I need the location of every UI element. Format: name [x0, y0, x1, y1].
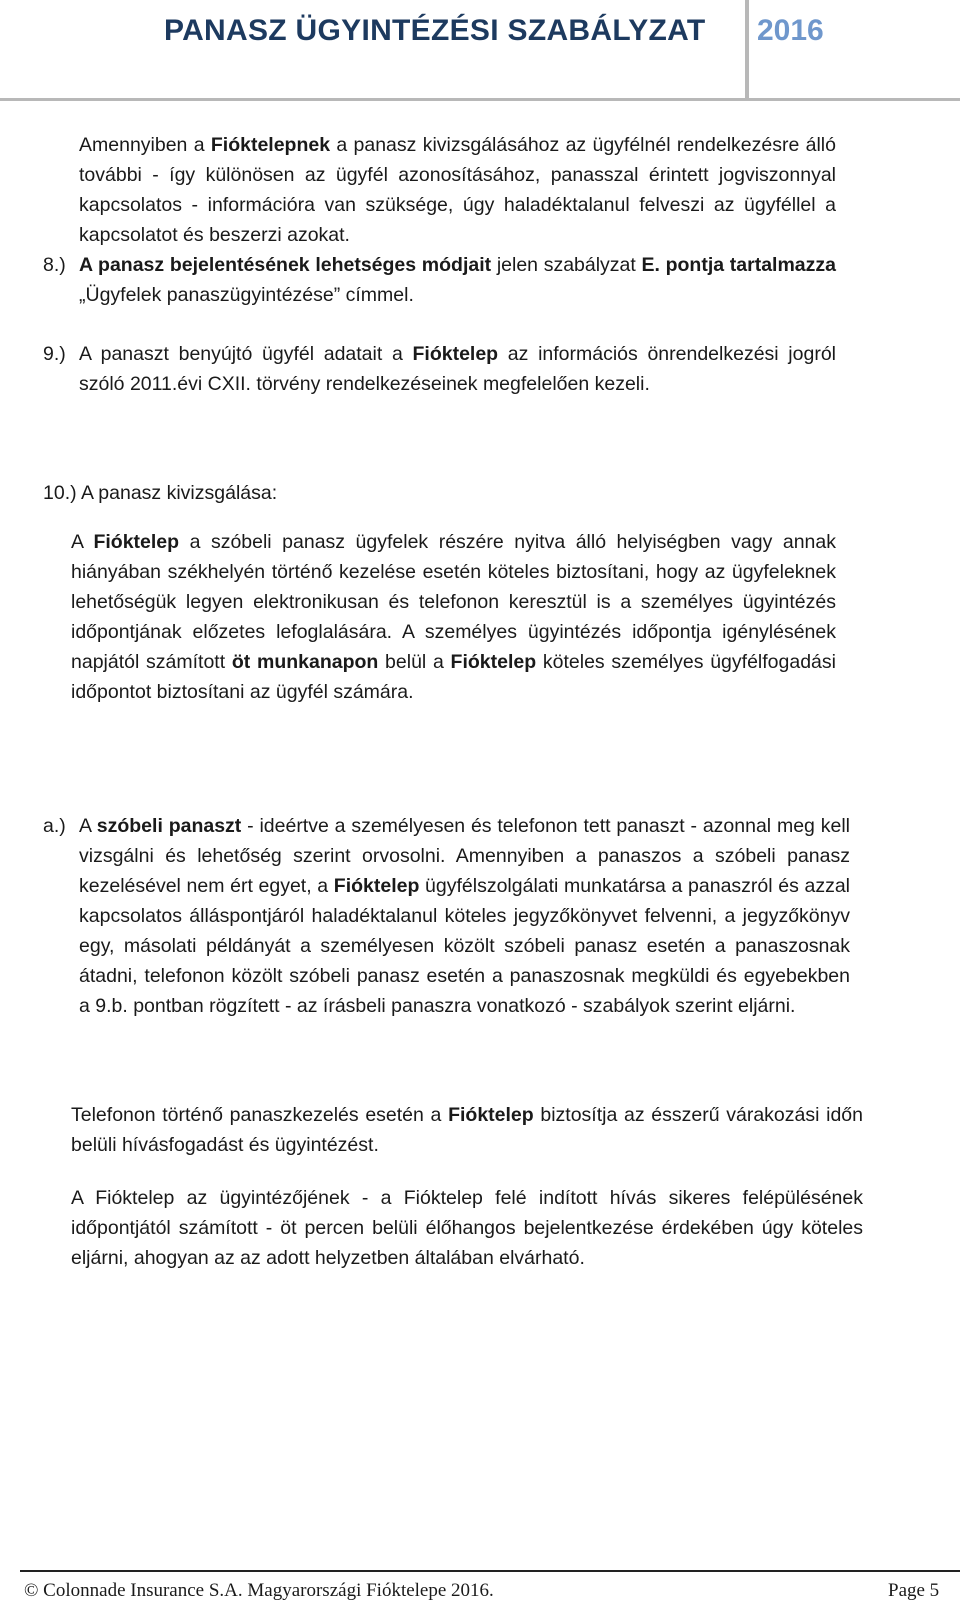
item-8-bold-1: A panasz bejelentésének lehetséges módjait — [79, 254, 492, 276]
item-9-text-2: az információs önrendelkezési jogról szóló 2011.évi CXII. törvény rendelkezéseinek megfelelően kezeli. — [79, 343, 837, 395]
item-a-bold-2: Fióktelep — [333, 875, 420, 897]
item-a-number: a.) — [43, 815, 66, 837]
intro-text-1: Amennyiben a — [79, 134, 211, 156]
footer-divider — [20, 1570, 960, 1572]
item-a-text-3: ügyfélszolgálati munkatársa a panaszról és azzal kapcsolatos álláspontjáról haladéktalanul köteles jegyzőkönyvet felvenni, a jegyzőkönyv egy, másolati példányát a személyesen közölt szóbeli panasz esetén a panaszosnak átadni, telefonon közölt szóbeli panasz esetén a panaszosnak megküldi és egyebekben a 9.b. pontban rögzített - az írásbeli panaszra vonatkozó - szabályok szerint eljárni. — [79, 875, 850, 1017]
item-10-bold-3: Fióktelep — [450, 651, 537, 673]
item-a-text-1: A — [79, 815, 97, 837]
item-8-bold-2: E. pontja tartalmazza — [641, 254, 836, 276]
phone-text-2: biztosítja az ésszerű várakozási időn belüli hívásfogadást és ügyintézést. — [71, 1104, 863, 1156]
document-year: 2016 — [757, 14, 824, 47]
item-10-text-1: A — [71, 531, 94, 553]
item-9-number: 9.) — [43, 343, 66, 365]
item-10-text-2: a szóbeli panasz ügyfelek részére nyitva álló helyiségben vagy annak hiányában székhelyén történő kezelése esetén köteles biztosítani, hogy az ügyfeleknek lehetőségük legyen elektronikusan és telefonon keresztül is a személyes ügyintézés időpontjának előzetes lefoglalására. A személyes ügyintézés időpontja igénylésének napjától számított — [71, 531, 836, 673]
phone-bold-fioktelep: Fióktelep — [448, 1104, 534, 1126]
item-9-text-1: A panaszt benyújtó ügyfél adatait a — [79, 343, 413, 365]
document-title: PANASZ ÜGYINTÉZÉSI SZABÁLYZAT — [164, 14, 706, 47]
intro-bold-fioktelepnek: Fióktelepnek — [210, 134, 331, 156]
item-9-bold-fioktelep: Fióktelep — [412, 343, 499, 365]
item-a-text — [79, 811, 850, 1021]
footer-copyright: © Colonnade Insurance S.A. Magyarországi Fióktelepe 2016. — [24, 1580, 494, 1601]
phone-paragraph — [71, 1100, 863, 1160]
item-10-text — [71, 527, 836, 707]
item-10-heading: 10.) A panasz kivizsgálása: — [43, 482, 278, 504]
item-10-text-4: köteles személyes ügyfélfogadási időpontot biztosítani az ügyfél számára. — [71, 651, 836, 703]
header-divider-vertical — [745, 0, 749, 100]
item-8-text — [79, 250, 836, 310]
item-10-bold-1: Fióktelep — [93, 531, 180, 553]
item-a-text-2: - ideértve a személyesen és telefonon tett panaszt - azonnal meg kell vizsgálni és lehetőség szerint orvosolni. Amennyiben a panaszos a szóbeli panasz kezelésével nem ért egyet, a — [79, 815, 850, 897]
callcenter-paragraph: A Fióktelep az ügyintézőjének - a Fióktelep felé indított hívás sikeres felépülésének időpontjától számított - öt percen belüli élőhangos bejelentkezése érdekében úgy köteles eljárni, ahogyan az az adott helyzetben általában elvárható. — [71, 1187, 863, 1269]
phone-text-1: Telefonon történő panaszkezelés esetén a — [71, 1104, 449, 1126]
intro-paragraph — [79, 130, 836, 250]
item-10-text-3: belül a — [378, 651, 451, 673]
item-8-number: 8.) — [43, 254, 66, 276]
item-8-text-1: jelen szabályzat — [491, 254, 642, 276]
intro-text-2: a panasz kivizsgálásához az ügyfélnél rendelkezésre álló további - így különösen az ügyfél azonosításához, panasszal érintett jogviszonnyal kapcsolatos - információra van szüksége, úgy haladéktalanul felveszi az ügyféllel a kapcsolatot és beszerzi azokat. — [79, 134, 836, 246]
item-8-text-2: „Ügyfelek panaszügyintézése” címmel. — [79, 284, 414, 306]
item-a-bold-1: szóbeli panaszt — [96, 815, 242, 837]
footer-page-number: Page 5 — [888, 1580, 940, 1601]
header-divider-horizontal — [0, 98, 960, 101]
item-9-text — [79, 339, 836, 399]
item-10-bold-2: öt munkanapon — [231, 651, 379, 673]
